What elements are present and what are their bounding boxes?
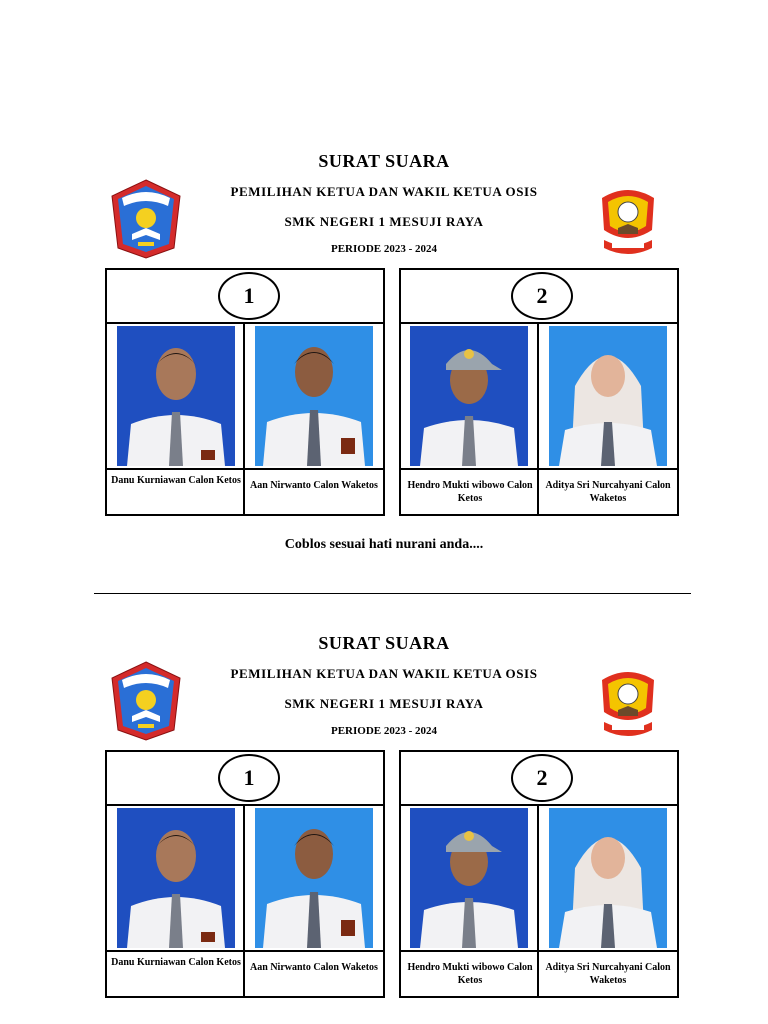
period-label: PERIODE 2023 - 2024 — [330, 725, 438, 737]
candidate-pair-2[interactable] — [399, 750, 679, 998]
photo-ketos — [117, 808, 235, 948]
name-waketos: Aditya Sri Nurcahyani Calon Waketos — [545, 480, 671, 504]
election-subtitle: PEMILIHAN KETUA DAN WAKIL KETUA OSIS — [230, 666, 538, 681]
osis-logo-icon — [596, 186, 660, 260]
candidate-number: 1 — [218, 754, 280, 802]
school-name: SMK NEGERI 1 MESUJI RAYA — [284, 696, 484, 711]
slogan: Coblos sesuai hati nurani anda.... — [284, 537, 484, 552]
photo-ketos — [117, 326, 235, 466]
name-ketos: Hendro Mukti wibowo Calon Ketos — [407, 480, 533, 504]
name-ketos: Danu Kurniawan Calon Ketos — [111, 475, 241, 486]
osis-logo-icon — [596, 668, 660, 742]
candidate-pair-1[interactable] — [105, 268, 385, 516]
name-waketos: Aan Nirwanto Calon Waketos — [250, 480, 378, 491]
school-logo-icon — [108, 660, 184, 742]
ballot-title: SURAT SUARA — [318, 633, 450, 653]
election-subtitle: PEMILIHAN KETUA DAN WAKIL KETUA OSIS — [230, 184, 538, 199]
cut-line — [94, 593, 691, 594]
candidate-number: 1 — [218, 272, 280, 320]
school-logo-icon — [108, 178, 184, 260]
photo-waketos — [549, 326, 667, 466]
school-name: SMK NEGERI 1 MESUJI RAYA — [284, 214, 484, 229]
name-ketos: Danu Kurniawan Calon Ketos — [111, 957, 241, 968]
name-waketos: Aditya Sri Nurcahyani Calon Waketos — [545, 962, 671, 986]
candidate-pair-2[interactable] — [399, 268, 679, 516]
photo-waketos — [549, 808, 667, 948]
name-ketos: Hendro Mukti wibowo Calon Ketos — [407, 962, 533, 986]
photo-ketos — [410, 808, 528, 948]
period-label: PERIODE 2023 - 2024 — [330, 243, 438, 255]
ballot-title: SURAT SUARA — [318, 151, 450, 171]
photo-ketos — [410, 326, 528, 466]
candidate-number: 2 — [511, 272, 573, 320]
photo-waketos — [255, 808, 373, 948]
candidate-pair-1[interactable] — [105, 750, 385, 998]
name-waketos: Aan Nirwanto Calon Waketos — [250, 962, 378, 973]
photo-waketos — [255, 326, 373, 466]
candidate-number: 2 — [511, 754, 573, 802]
